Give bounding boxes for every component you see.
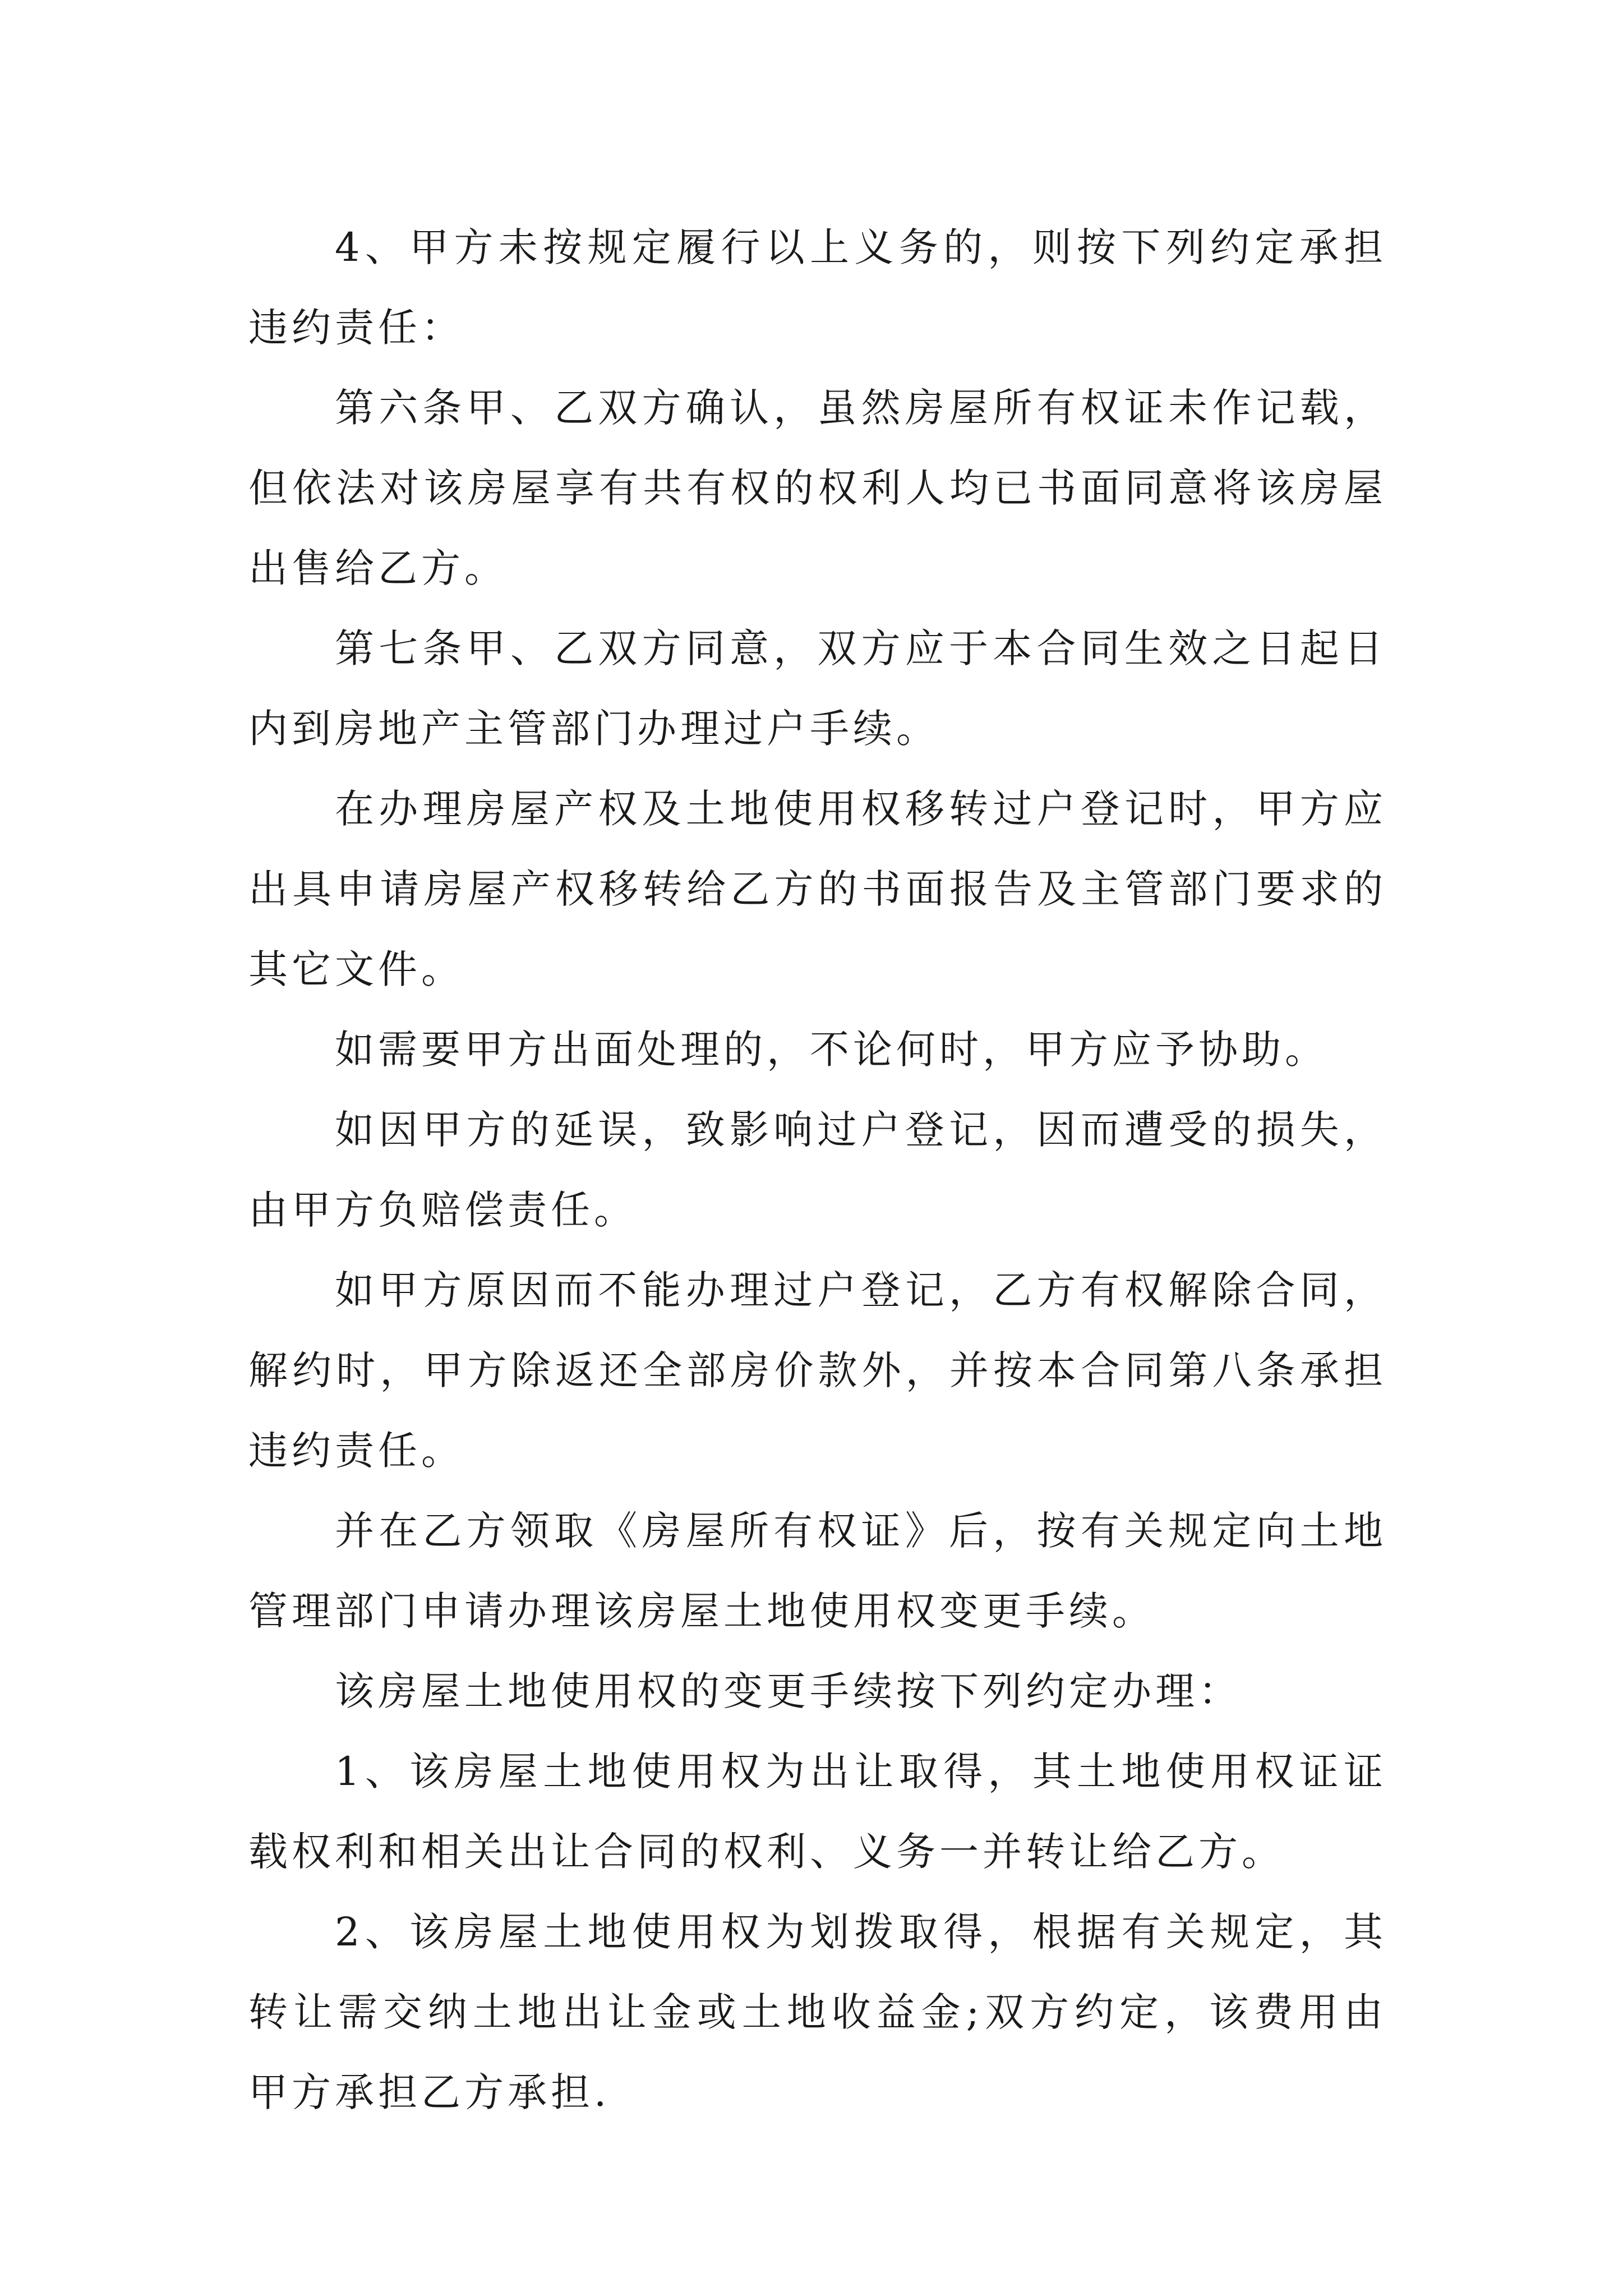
document-body bbox=[248, 208, 1387, 2133]
paragraph-contract-termination: 如甲方原因而不能办理过户登记，乙方有权解除合同，解约时，甲方除返还全部房价款外，并按本合同第八条承担违约责任。 bbox=[248, 1267, 1387, 1474]
paragraph-change-procedure-intro: 该房屋土地使用权的变更手续按下列约定办理： bbox=[335, 1668, 1242, 1714]
paragraph-clause-1: 1、该房屋土地使用权为出让取得，其土地使用权证证载权利和相关出让合同的权利、义务一并转让给乙方。 bbox=[248, 1749, 1387, 1875]
paragraph-delay-liability: 如因甲方的延误，致影响过户登记，因而遭受的损失，由甲方负赔偿责任。 bbox=[248, 1107, 1387, 1233]
paragraph-article-6: 第六条甲、乙双方确认，虽然房屋所有权证未作记载，但依法对该房屋享有共有权的权利人均已书面同意将该房屋出售给乙方。 bbox=[248, 385, 1387, 591]
paragraph-transfer-registration: 在办理房屋产权及土地使用权移转过户登记时，甲方应出具申请房屋产权移转给乙方的书面报告及主管部门要求的其它文件。 bbox=[248, 786, 1387, 992]
paragraph-land-use-change: 并在乙方领取《房屋所有权证》后，按有关规定向土地管理部门申请办理该房屋土地使用权变更手续。 bbox=[248, 1508, 1387, 1634]
paragraph-party-a-assist: 如需要甲方出面处理的，不论何时，甲方应予协助。 bbox=[335, 1027, 1328, 1073]
paragraph-clause-4: 4、甲方未按规定履行以上义务的，则按下列约定承担违约责任： bbox=[248, 224, 1387, 351]
paragraph-clause-2: 2、该房屋土地使用权为划拨取得，根据有关规定，其转让需交纳土地出让金或土地收益金;双方约定，该费用由甲方承担乙方承担. bbox=[248, 1909, 1387, 2115]
paragraph-article-7: 第七条甲、乙双方同意，双方应于本合同生效之日起日内到房地产主管部门办理过户手续。 bbox=[248, 625, 1387, 752]
